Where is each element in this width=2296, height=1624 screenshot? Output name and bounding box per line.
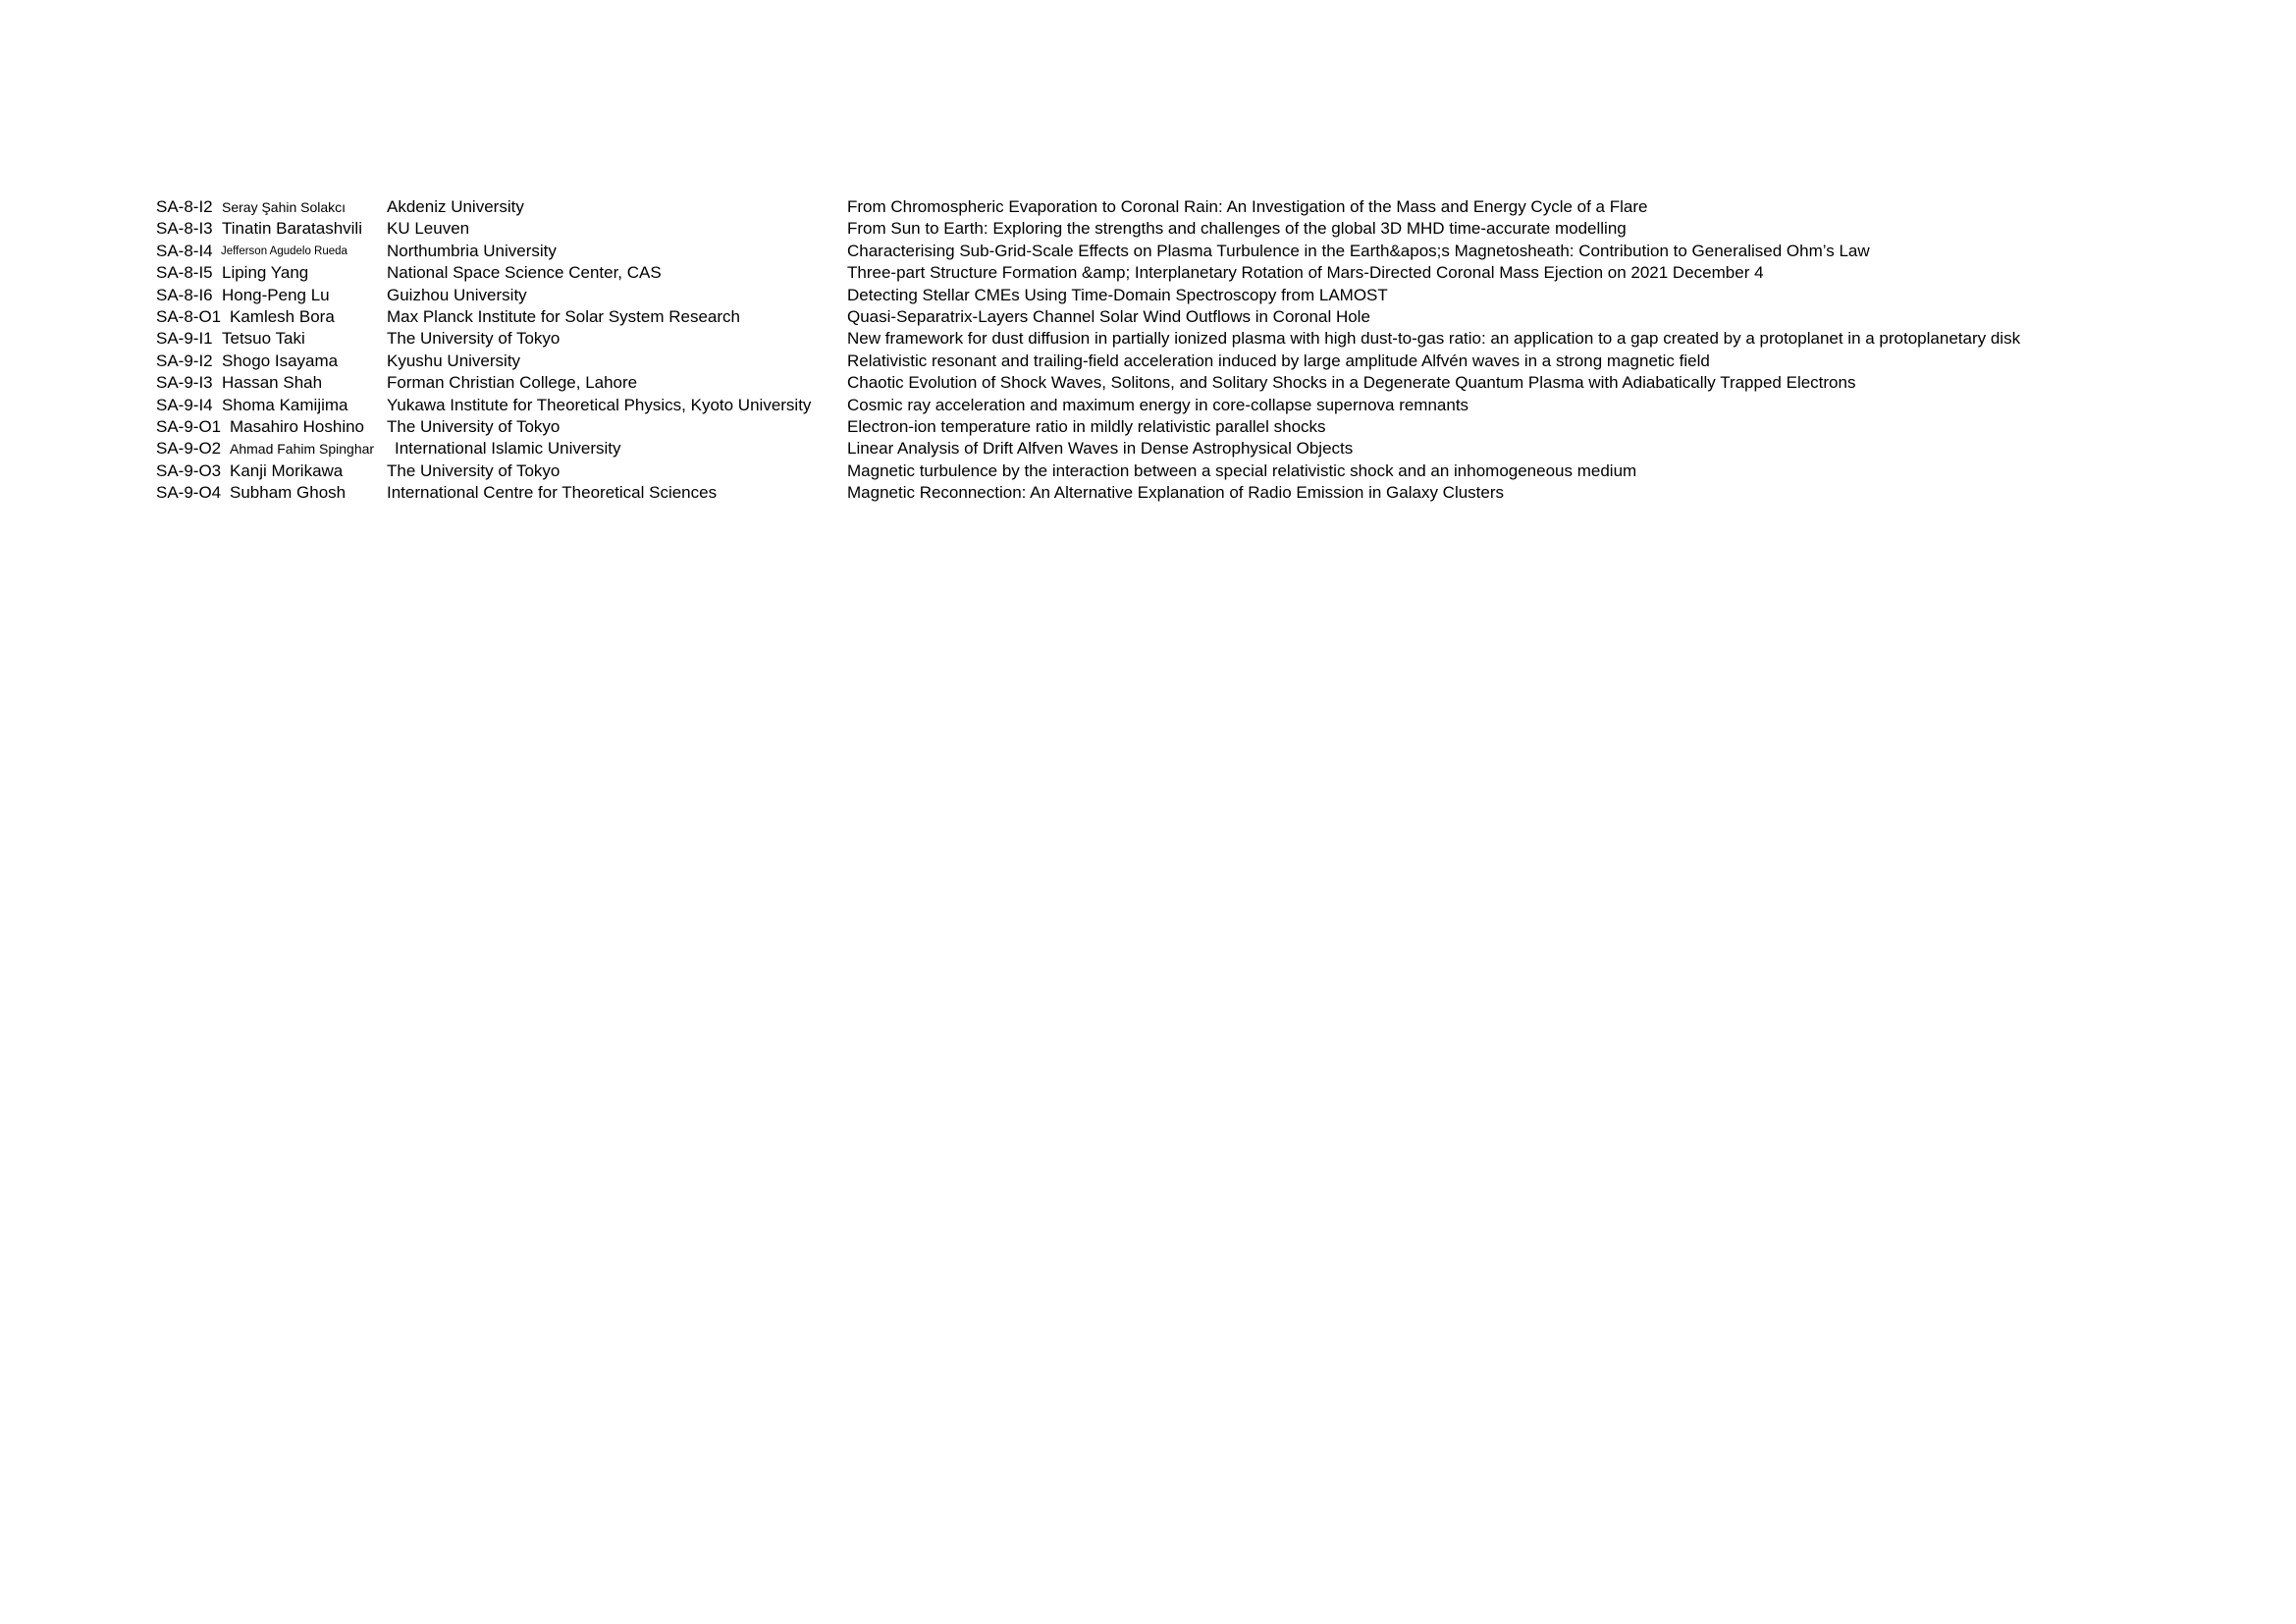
speaker-name: Subham Ghosh <box>230 483 347 503</box>
session-code: SA-9-O2 <box>156 439 222 459</box>
session-code: SA-9-O3 <box>156 460 222 480</box>
session-code: SA-9-I1 <box>156 329 213 349</box>
session-code: SA-8-I5 <box>156 263 213 283</box>
session-code: SA-8-I2 <box>156 197 213 216</box>
speaker-name: Masahiro Hoshino <box>230 416 365 436</box>
speaker-affiliation: Yukawa Institute for Theoretical Physics, Kyoto University <box>387 395 812 414</box>
speaker-name: Liping Yang <box>222 263 309 283</box>
speaker-name: Shoma Kamijima <box>222 395 348 414</box>
list-item <box>156 218 2217 240</box>
list-item <box>156 416 2217 438</box>
speaker-name: Jefferson Agudelo Rueda <box>221 244 347 257</box>
speaker-affiliation: KU Leuven <box>387 219 470 239</box>
speaker-affiliation: The University of Tokyo <box>387 460 561 480</box>
list-item <box>156 241 2217 262</box>
list-item <box>156 306 2217 328</box>
speaker-name: Hong-Peng Lu <box>222 285 330 304</box>
talk-title: New framework for dust diffusion in partially ionized plasma with high dust-to-gas ratio: an application to a gap created by a protoplanet in a protoplanetary disk <box>847 329 2021 349</box>
session-code: SA-9-I4 <box>156 395 213 414</box>
list-item <box>156 438 2217 460</box>
speaker-affiliation: Kyushu University <box>387 351 521 370</box>
presentation-list <box>156 196 2217 504</box>
talk-title: Cosmic ray acceleration and maximum energy in core-collapse supernova remnants <box>847 395 1469 414</box>
list-item <box>156 262 2217 284</box>
list-item <box>156 285 2217 306</box>
speaker-affiliation: National Space Science Center, CAS <box>387 263 662 283</box>
speaker-name: Ahmad Fahim Spinghar <box>230 441 375 458</box>
session-code: SA-8-I4 <box>156 241 213 260</box>
speaker-name: Kamlesh Bora <box>230 306 335 326</box>
list-item <box>156 196 2217 218</box>
list-item <box>156 395 2217 416</box>
list-item <box>156 482 2217 504</box>
talk-title: Chaotic Evolution of Shock Waves, Solitons, and Solitary Shocks in a Degenerate Quantum Plasma with Adiabatically Trapped Electrons <box>847 373 1856 393</box>
speaker-name: Seray Şahin Solakcı <box>222 199 347 215</box>
speaker-name: Tetsuo Taki <box>222 329 305 349</box>
talk-title: From Sun to Earth: Exploring the strengths and challenges of the global 3D MHD time-accurate modelling <box>847 219 1627 239</box>
speaker-name: Shogo Isayama <box>222 351 339 370</box>
session-code: SA-8-O1 <box>156 306 222 326</box>
speaker-affiliation: International Centre for Theoretical Sciences <box>387 483 718 503</box>
talk-title: Electron-ion temperature ratio in mildly relativistic parallel shocks <box>847 416 1326 436</box>
session-code: SA-9-I3 <box>156 373 213 393</box>
session-code: SA-9-O1 <box>156 416 222 436</box>
speaker-affiliation: Forman Christian College, Lahore <box>387 373 638 393</box>
session-code: SA-8-I6 <box>156 285 213 304</box>
talk-title: Relativistic resonant and trailing-field acceleration induced by large amplitude Alfvén waves in a strong magnetic field <box>847 351 1710 370</box>
speaker-name: Kanji Morikawa <box>230 460 344 480</box>
talk-title: Quasi-Separatrix-Layers Channel Solar Wind Outflows in Coronal Hole <box>847 306 1370 326</box>
speaker-affiliation: The University of Tokyo <box>387 329 561 349</box>
speaker-name: Hassan Shah <box>222 373 323 393</box>
speaker-affiliation: International Islamic University <box>395 439 621 459</box>
session-code: SA-8-I3 <box>156 219 213 239</box>
list-item <box>156 460 2217 482</box>
talk-title: Three-part Structure Formation &amp; Interplanetary Rotation of Mars-Directed Coronal Mass Ejection on 2021 December 4 <box>847 263 1764 283</box>
talk-title: Magnetic Reconnection: An Alternative Explanation of Radio Emission in Galaxy Clusters <box>847 483 1505 503</box>
speaker-affiliation: Max Planck Institute for Solar System Research <box>387 306 740 326</box>
session-code: SA-9-O4 <box>156 483 222 503</box>
speaker-affiliation: Guizhou University <box>387 285 527 304</box>
list-item <box>156 351 2217 372</box>
speaker-name: Tinatin Baratashvili <box>222 219 362 239</box>
talk-title: Detecting Stellar CMEs Using Time-Domain Spectroscopy from LAMOST <box>847 285 1388 304</box>
list-item <box>156 328 2217 350</box>
speaker-affiliation: Northumbria University <box>387 241 557 260</box>
talk-title: Magnetic turbulence by the interaction between a special relativistic shock and an inhomogeneous medium <box>847 460 1637 480</box>
speaker-affiliation: Akdeniz University <box>387 197 524 216</box>
talk-title: Linear Analysis of Drift Alfven Waves in Dense Astrophysical Objects <box>847 439 1354 459</box>
session-code: SA-9-I2 <box>156 351 213 370</box>
talk-title: Characterising Sub-Grid-Scale Effects on Plasma Turbulence in the Earth&apos;s Magnetosheath: Contribution to Generalised Ohm’s Law <box>847 241 1870 260</box>
list-item <box>156 372 2217 394</box>
speaker-affiliation: The University of Tokyo <box>387 416 561 436</box>
talk-title: From Chromospheric Evaporation to Coronal Rain: An Investigation of the Mass and Energy Cycle of a Flare <box>847 197 1648 216</box>
